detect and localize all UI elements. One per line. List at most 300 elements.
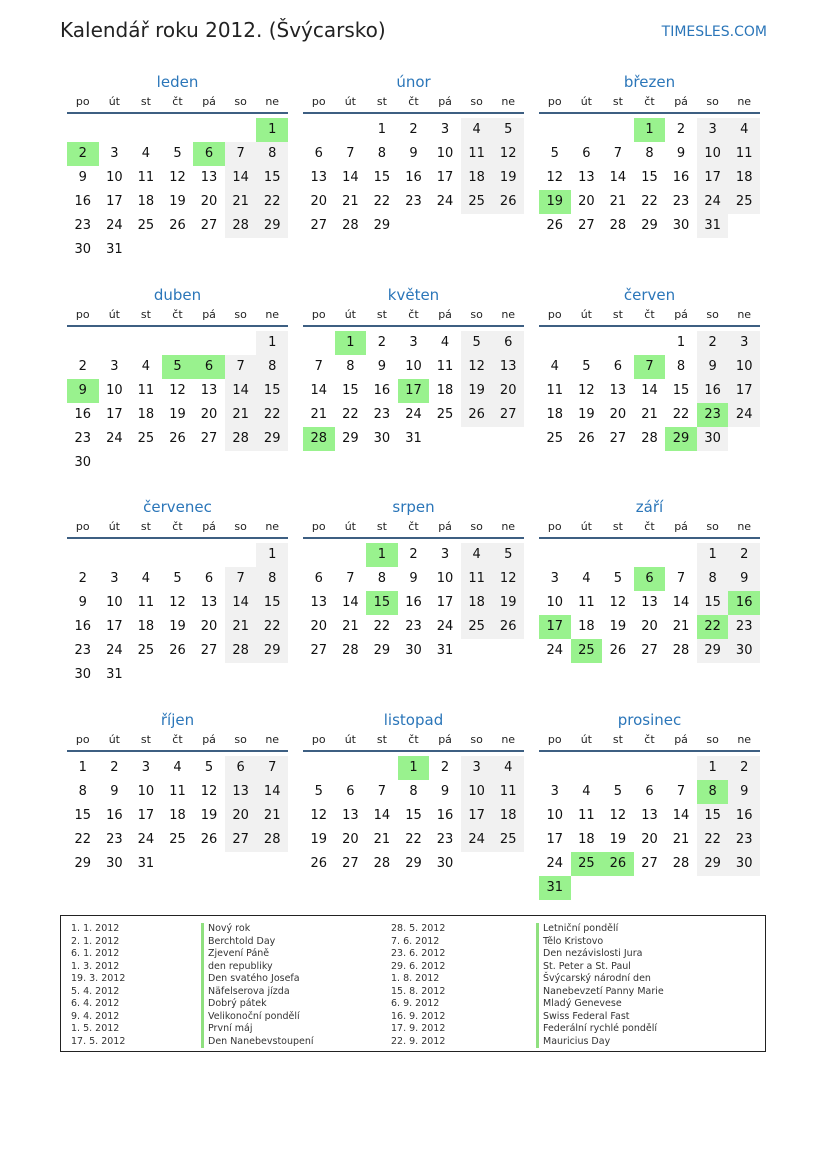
day-cell: 6 — [225, 756, 257, 780]
weekday-header: čt — [172, 95, 183, 108]
day-cell: 25 — [137, 643, 155, 658]
weekday-header: so — [234, 520, 247, 533]
weekday-header: pá — [674, 520, 688, 533]
day-cell: 28 — [672, 643, 690, 658]
day-cell: 15 — [366, 591, 398, 615]
day-cell: 14 — [373, 808, 391, 823]
weekday-header: po — [547, 95, 562, 108]
legend-names-col-2 — [536, 923, 664, 1048]
day-cell: 27 — [200, 643, 218, 658]
day-cell: 3 — [550, 784, 559, 799]
legend-holiday-name: Swiss Federal Fast — [536, 1011, 664, 1024]
day-cell: 4 — [141, 359, 151, 374]
day-cell: 12 — [492, 567, 524, 591]
day-cell: 8 — [346, 359, 355, 374]
day-cell: 21 — [256, 804, 288, 828]
day-cell: 10 — [728, 355, 760, 379]
day-cell: 21 — [609, 194, 627, 209]
month-name: říjen — [160, 711, 195, 729]
legend-holiday-name: St. Peter a St. Paul — [536, 961, 664, 974]
day-cell: 23 — [373, 407, 391, 422]
day-cell: 27 — [200, 431, 218, 446]
day-cell: 9 — [728, 567, 760, 591]
day-cell: 5 — [162, 355, 194, 379]
weekday-header: út — [344, 95, 356, 108]
day-cell: 24 — [461, 828, 493, 852]
holiday-legend — [60, 915, 766, 1052]
day-cell: 26 — [169, 643, 186, 658]
day-cell: 9 — [409, 571, 418, 586]
header-rule — [67, 325, 288, 327]
legend-date: 6. 1. 2012 — [71, 948, 120, 959]
day-cell: 18 — [461, 166, 493, 190]
day-cell: 8 — [676, 359, 686, 374]
day-cell: 17 — [728, 379, 760, 403]
day-cell: 28 — [225, 214, 257, 238]
day-cell: 17 — [137, 808, 155, 823]
day-cell: 7 — [377, 784, 387, 799]
day-cell: 7 — [613, 146, 623, 161]
day-cell: 9 — [67, 379, 99, 403]
day-cell: 27 — [492, 403, 524, 427]
legend-dates-col-2 — [391, 923, 445, 1048]
day-cell: 5 — [613, 571, 623, 586]
day-cell: 3 — [461, 756, 493, 780]
day-cell: 9 — [377, 359, 387, 374]
day-cell: 26 — [169, 218, 186, 233]
day-cell: 18 — [137, 619, 155, 634]
legend-holiday-name: Zjevení Páně — [201, 948, 314, 961]
day-cell: 2 — [409, 122, 418, 137]
day-cell: 10 — [436, 146, 454, 161]
day-cell: 16 — [436, 808, 454, 823]
day-cell: 2 — [728, 756, 760, 780]
day-cell: 26 — [578, 431, 595, 446]
brand-link[interactable]: TIMESLES.COM — [661, 24, 767, 40]
day-cell: 28 — [225, 639, 257, 663]
day-cell: 22 — [405, 832, 422, 847]
day-cell: 27 — [225, 828, 257, 852]
header-rule — [539, 537, 760, 539]
weekday-header: út — [344, 520, 356, 533]
day-cell: 16 — [405, 595, 422, 610]
day-cell: 30 — [106, 856, 123, 871]
day-cell: 7 — [256, 756, 288, 780]
day-cell: 26 — [461, 403, 493, 427]
day-cell: 18 — [546, 407, 564, 422]
day-cell: 23 — [106, 832, 123, 847]
legend-date: 23. 6. 2012 — [391, 948, 446, 959]
day-cell: 24 — [106, 431, 123, 446]
day-cell: 2 — [676, 122, 686, 137]
day-cell: 8 — [256, 142, 288, 166]
weekday-header: pá — [202, 308, 216, 321]
day-cell: 27 — [310, 218, 328, 233]
day-cell: 9 — [78, 170, 87, 185]
day-cell: 22 — [672, 407, 690, 422]
day-cell: 27 — [200, 218, 218, 233]
day-cell: 11 — [546, 383, 564, 398]
day-cell: 19 — [169, 619, 186, 634]
legend-holiday-name: Den nezávislosti Jura — [536, 948, 664, 961]
legend-dates-col-1 — [71, 923, 125, 1048]
weekday-header: st — [140, 520, 151, 533]
day-cell: 11 — [461, 142, 493, 166]
day-cell: 20 — [225, 804, 257, 828]
month-4 — [67, 285, 288, 476]
weekday-header: po — [547, 733, 562, 746]
day-cell: 30 — [436, 856, 454, 871]
weekday-header: ne — [265, 95, 280, 108]
day-cell: 6 — [314, 146, 323, 161]
day-cell: 26 — [200, 832, 218, 847]
day-cell: 5 — [492, 118, 524, 142]
day-cell: 18 — [578, 619, 595, 634]
day-cell: 20 — [200, 619, 218, 634]
weekday-header: čt — [172, 733, 183, 746]
weekday-header: čt — [408, 308, 419, 321]
day-cell: 4 — [173, 760, 182, 775]
day-cell: 25 — [137, 431, 155, 446]
day-cell: 29 — [256, 427, 288, 451]
day-cell: 14 — [672, 808, 690, 823]
day-cell: 7 — [676, 571, 686, 586]
legend-date: 17. 5. 2012 — [71, 1035, 126, 1047]
day-cell: 1 — [78, 760, 87, 775]
legend-date: 19. 3. 2012 — [71, 973, 126, 984]
day-cell: 9 — [110, 784, 119, 799]
day-cell: 13 — [641, 595, 658, 610]
day-cell: 10 — [461, 780, 493, 804]
day-cell: 18 — [461, 591, 493, 615]
day-cell: 29 — [697, 852, 729, 876]
weekday-header: po — [311, 308, 326, 321]
day-cell: 7 — [676, 784, 686, 799]
day-cell: 11 — [578, 595, 595, 610]
weekday-header: so — [470, 308, 483, 321]
day-cell: 19 — [609, 832, 627, 847]
day-cell: 10 — [405, 359, 422, 374]
header-rule — [303, 112, 524, 114]
day-cell: 5 — [550, 146, 559, 161]
day-cell: 13 — [310, 595, 328, 610]
day-cell: 11 — [169, 784, 186, 799]
day-cell: 2 — [440, 760, 450, 775]
day-cell: 21 — [225, 615, 257, 639]
day-cell: 3 — [141, 760, 151, 775]
weekday-header: st — [612, 733, 623, 746]
weekday-header: pá — [438, 520, 452, 533]
day-cell: 14 — [310, 383, 328, 398]
day-cell: 12 — [200, 784, 218, 799]
header-rule — [539, 325, 760, 327]
day-cell: 25 — [546, 431, 564, 446]
day-cell: 29 — [373, 218, 391, 233]
day-cell: 27 — [578, 218, 595, 233]
day-cell: 23 — [436, 832, 454, 847]
day-cell: 14 — [342, 595, 359, 610]
day-cell: 19 — [492, 166, 524, 190]
weekday-header: čt — [644, 733, 655, 746]
legend-date: 17. 9. 2012 — [391, 1023, 446, 1034]
day-cell: 21 — [225, 403, 257, 427]
weekday-header: st — [140, 733, 151, 746]
day-cell: 8 — [409, 784, 418, 799]
day-cell: 5 — [461, 331, 493, 355]
weekday-header: po — [311, 95, 326, 108]
day-cell: 12 — [461, 355, 493, 379]
day-cell: 15 — [672, 383, 690, 398]
day-cell: 8 — [256, 355, 288, 379]
header-rule — [303, 750, 524, 752]
day-cell: 1 — [256, 118, 288, 142]
day-cell: 12 — [169, 170, 186, 185]
day-cell: 9 — [676, 146, 686, 161]
day-cell: 2 — [697, 331, 729, 355]
weekday-header: st — [376, 520, 387, 533]
month-7 — [67, 497, 288, 688]
day-cell: 13 — [578, 170, 595, 185]
day-cell: 18 — [492, 804, 524, 828]
day-cell: 28 — [342, 218, 359, 233]
header-rule — [303, 537, 524, 539]
day-cell: 3 — [440, 547, 450, 562]
day-cell: 29 — [256, 214, 288, 238]
day-cell: 16 — [728, 591, 760, 615]
month-name: listopad — [383, 711, 444, 729]
legend-date: 1. 1. 2012 — [71, 923, 120, 934]
legend-holiday-name: Den svatého Josefa — [201, 973, 314, 986]
legend-date: 5. 4. 2012 — [71, 985, 120, 997]
day-cell: 31 — [436, 643, 454, 658]
day-cell: 18 — [137, 194, 155, 209]
day-cell: 8 — [377, 571, 387, 586]
legend-date: 22. 9. 2012 — [391, 1035, 446, 1047]
legend-holiday-name: Švýcarský národní den — [536, 973, 664, 986]
day-cell: 19 — [461, 379, 493, 403]
legend-holiday-name: Tělo Kristovo — [536, 936, 664, 949]
weekday-header: út — [580, 95, 592, 108]
day-cell: 28 — [225, 427, 257, 451]
day-cell: 5 — [173, 146, 182, 161]
day-cell: 27 — [641, 856, 658, 871]
day-cell: 24 — [546, 856, 564, 871]
day-cell: 14 — [641, 383, 658, 398]
day-cell: 12 — [578, 383, 595, 398]
weekday-header: ne — [737, 520, 752, 533]
day-cell: 4 — [728, 118, 760, 142]
day-cell: 13 — [200, 170, 218, 185]
day-cell: 8 — [78, 784, 87, 799]
day-cell: 19 — [200, 808, 218, 823]
day-cell: 25 — [169, 832, 186, 847]
day-cell: 17 — [106, 407, 123, 422]
legend-holiday-name: Nanebevzetí Panny Marie — [536, 986, 664, 999]
weekday-header: ne — [501, 308, 516, 321]
day-cell: 20 — [310, 194, 328, 209]
day-cell: 19 — [169, 407, 186, 422]
month-name: duben — [153, 286, 202, 304]
weekday-header: so — [706, 733, 719, 746]
day-cell: 19 — [169, 194, 186, 209]
day-cell: 9 — [697, 355, 729, 379]
day-cell: 15 — [373, 170, 391, 185]
day-cell: 3 — [409, 335, 418, 350]
weekday-header: út — [580, 733, 592, 746]
day-cell: 3 — [728, 331, 760, 355]
day-cell: 24 — [546, 643, 564, 658]
day-cell: 22 — [641, 194, 658, 209]
weekday-header: ne — [737, 733, 752, 746]
month-11 — [303, 710, 524, 901]
day-cell: 4 — [492, 756, 524, 780]
day-cell: 28 — [256, 828, 288, 852]
day-cell: 2 — [728, 543, 760, 567]
day-cell: 25 — [571, 639, 603, 663]
day-cell: 14 — [225, 379, 257, 403]
day-cell: 23 — [697, 403, 729, 427]
day-cell: 15 — [74, 808, 92, 823]
day-cell: 22 — [256, 403, 288, 427]
weekday-header: po — [311, 520, 326, 533]
day-cell: 20 — [200, 194, 218, 209]
day-cell: 22 — [697, 828, 729, 852]
day-cell: 26 — [492, 190, 524, 214]
day-cell: 11 — [137, 383, 155, 398]
day-cell: 13 — [342, 808, 359, 823]
day-cell: 19 — [492, 591, 524, 615]
weekday-header: út — [344, 308, 356, 321]
day-cell: 25 — [728, 190, 760, 214]
day-cell: 26 — [602, 852, 634, 876]
day-cell: 25 — [571, 852, 603, 876]
weekday-header: pá — [438, 95, 452, 108]
day-cell: 16 — [728, 804, 760, 828]
legend-holiday-name: První máj — [201, 1023, 314, 1036]
legend-date: 29. 6. 2012 — [391, 960, 446, 972]
day-cell: 17 — [546, 832, 564, 847]
day-cell: 31 — [405, 431, 422, 446]
day-cell: 23 — [74, 218, 92, 233]
day-cell: 26 — [492, 615, 524, 639]
weekday-header: út — [344, 733, 356, 746]
day-cell: 7 — [225, 355, 257, 379]
day-cell: 23 — [74, 431, 92, 446]
day-cell: 16 — [74, 619, 92, 634]
month-name: září — [635, 498, 664, 516]
day-cell: 15 — [641, 170, 658, 185]
month-2 — [303, 72, 524, 263]
day-cell: 28 — [641, 431, 658, 446]
day-cell: 22 — [74, 832, 92, 847]
day-cell: 30 — [405, 643, 422, 658]
day-cell: 11 — [461, 567, 493, 591]
weekday-header: út — [108, 95, 120, 108]
legend-holiday-name: Velikonoční pondělí — [201, 1011, 314, 1024]
weekday-header: ne — [265, 520, 280, 533]
day-cell: 10 — [546, 595, 564, 610]
day-cell: 27 — [310, 643, 328, 658]
day-cell: 3 — [110, 146, 119, 161]
day-cell: 14 — [672, 595, 690, 610]
day-cell: 6 — [204, 571, 214, 586]
weekday-header: po — [75, 95, 90, 108]
day-cell: 3 — [550, 571, 559, 586]
weekday-header: st — [612, 308, 623, 321]
weekday-header: po — [547, 520, 562, 533]
day-cell: 4 — [461, 543, 493, 567]
day-cell: 4 — [582, 571, 591, 586]
day-cell: 28 — [303, 427, 335, 451]
day-cell: 14 — [225, 166, 257, 190]
month-name: březen — [623, 73, 676, 91]
day-cell: 5 — [613, 784, 623, 799]
day-cell: 12 — [546, 170, 564, 185]
weekday-header: po — [311, 733, 326, 746]
day-cell: 18 — [169, 808, 186, 823]
day-cell: 22 — [373, 194, 391, 209]
day-cell: 12 — [609, 808, 627, 823]
day-cell: 19 — [609, 619, 627, 634]
day-cell: 9 — [728, 780, 760, 804]
weekday-header: so — [234, 733, 247, 746]
day-cell: 24 — [436, 194, 454, 209]
day-cell: 1 — [256, 331, 288, 355]
legend-holiday-name: Berchtold Day — [201, 936, 314, 949]
day-cell: 9 — [78, 595, 87, 610]
legend-date: 7. 6. 2012 — [391, 935, 440, 947]
month-3 — [539, 72, 760, 263]
day-cell: 26 — [310, 856, 328, 871]
day-cell: 16 — [106, 808, 123, 823]
weekday-header: út — [580, 520, 592, 533]
day-cell: 31 — [106, 242, 123, 257]
month-9 — [539, 497, 760, 688]
day-cell: 29 — [697, 639, 729, 663]
day-cell: 13 — [641, 808, 658, 823]
weekday-header: út — [108, 308, 120, 321]
day-cell: 6 — [193, 355, 225, 379]
weekday-header: út — [108, 520, 120, 533]
day-cell: 8 — [256, 567, 288, 591]
day-cell: 7 — [634, 355, 666, 379]
weekday-header: pá — [202, 520, 216, 533]
day-cell: 11 — [137, 595, 155, 610]
day-cell: 23 — [405, 619, 422, 634]
day-cell: 10 — [137, 784, 155, 799]
legend-holiday-name: Federální rychlé pondělí — [536, 1023, 664, 1036]
day-cell: 6 — [314, 571, 323, 586]
day-cell: 2 — [377, 335, 387, 350]
weekday-header: ne — [737, 308, 752, 321]
legend-date: 2. 1. 2012 — [71, 935, 120, 947]
day-cell: 10 — [106, 170, 123, 185]
day-cell: 24 — [697, 190, 729, 214]
day-cell: 31 — [539, 876, 571, 900]
month-name: leden — [156, 73, 199, 91]
day-cell: 14 — [225, 591, 257, 615]
day-cell: 17 — [436, 595, 454, 610]
day-cell: 17 — [106, 619, 123, 634]
day-cell: 13 — [310, 170, 328, 185]
day-cell: 17 — [697, 166, 729, 190]
day-cell: 10 — [436, 571, 454, 586]
legend-date: 15. 8. 2012 — [391, 985, 446, 997]
day-cell: 15 — [256, 166, 288, 190]
day-cell: 18 — [436, 383, 454, 398]
day-cell: 24 — [106, 643, 123, 658]
day-cell: 12 — [169, 595, 186, 610]
